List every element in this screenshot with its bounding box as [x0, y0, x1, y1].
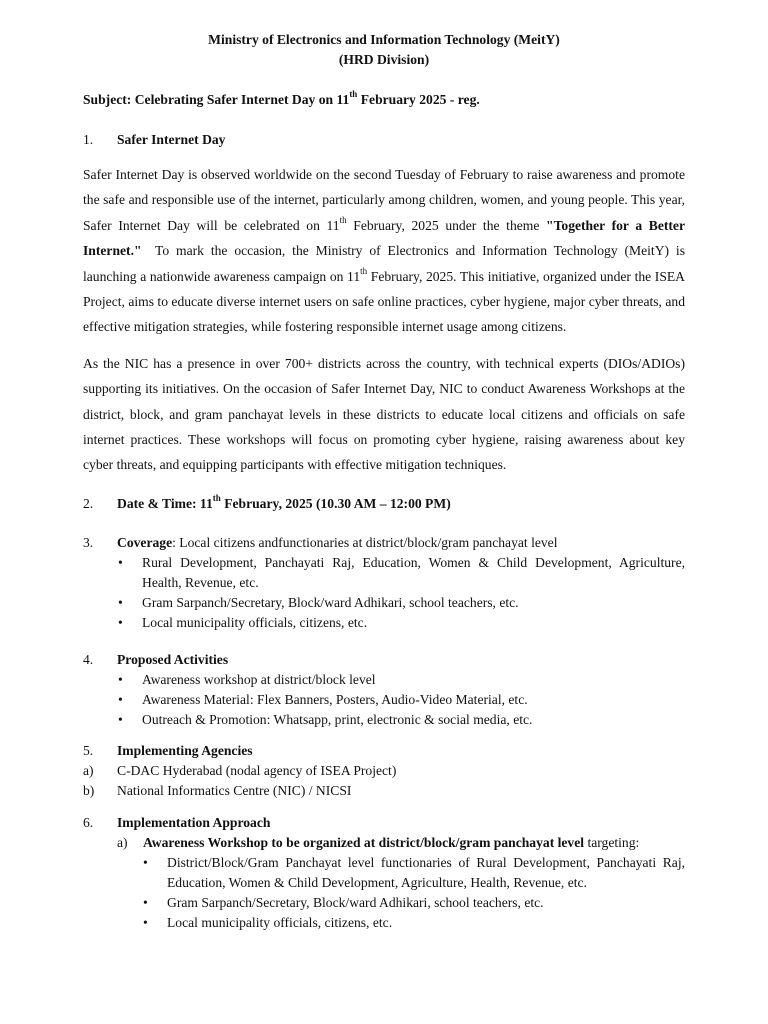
- approach-list: [83, 853, 685, 933]
- agency-text: C-DAC Hyderabad (nodal agency of ISEA Project): [117, 762, 397, 778]
- coverage-line: [117, 533, 558, 553]
- list-item: • Outreach & Promotion: Whatsapp, print, electronic & social media, etc.: [83, 710, 685, 730]
- para-sup: th: [360, 266, 368, 277]
- list-item: • Gram Sarpanch/Secretary, Block/ward Adhikari, school teachers, etc.: [83, 893, 685, 913]
- item-label: a): [83, 762, 94, 778]
- item-label: b): [83, 782, 95, 798]
- list-item: • District/Block/Gram Panchayat level functionaries of Rural Development, Panchayati Raj, Education, Women & Child Development, Agriculture, Health, Revenue, etc.: [83, 853, 685, 893]
- section-5-heading: [83, 741, 685, 761]
- subject-line: [83, 90, 685, 110]
- section-4-heading: [83, 650, 685, 670]
- subject-text-end: February 2025 - reg.: [357, 92, 480, 107]
- date-time: [117, 494, 451, 514]
- section-title: Implementation Approach: [117, 814, 271, 830]
- list-item: • Gram Sarpanch/Secretary, Block/ward Adhikari, school teachers, etc.: [83, 593, 685, 613]
- date-text-end: February, 2025 (10.30 AM – 12:00 PM): [220, 495, 451, 511]
- activities-list: [83, 670, 685, 730]
- list-item: • Awareness workshop at district/block level: [83, 670, 685, 690]
- approach-rest: targeting:: [584, 834, 640, 850]
- list-item: • Local municipality officials, citizens, etc.: [83, 613, 685, 633]
- coverage-text: : Local citizens andfunctionaries at district/block/gram panchayat level: [172, 534, 558, 550]
- section-number: 4.: [83, 651, 94, 667]
- subject-text: Subject: Celebrating Safer Internet Day on 11: [83, 92, 350, 107]
- approach-text: [143, 833, 639, 853]
- section-title: Proposed Activities: [117, 651, 229, 667]
- para-text: Safer Internet Day is observed worldwide on the second Tuesday of February to raise awareness and promote the safe and responsible use of the internet, particularly among children, women, and young people. This year, Safer Internet Day will be celebrated on 11: [83, 167, 685, 233]
- section-3-heading: [83, 533, 685, 553]
- section-title: Implementing Agencies: [117, 742, 253, 758]
- para-sup: th: [339, 215, 347, 226]
- agency-text: National Informatics Centre (NIC) / NICSI: [117, 782, 352, 798]
- section-1-heading: [83, 130, 685, 150]
- section-2-heading: [83, 494, 685, 514]
- para-text: February, 2025 under the theme: [346, 217, 547, 233]
- section-number: 1.: [83, 132, 94, 147]
- date-text: Date & Time: 11: [117, 495, 213, 511]
- section-number: 5.: [83, 742, 94, 758]
- document-header: [83, 30, 685, 70]
- section-1-paragraph-2: As the NIC has a presence in over 700+ districts across the country, with technical experts (DIOs/ADIOs) supporting its initiatives. On the occasion of Safer Internet Day, NIC to conduct Awareness Workshops at the district, block, and gram panchayat levels in these districts to educate local citizens and officials on safe internet practices. These workshops will focus on promoting cyber hygiene, raising awareness about key cyber threats, and equipping participants with effective mitigation techniques.: [83, 355, 685, 473]
- ministry-name: Ministry of Electronics and Information Technology (MeitY): [208, 32, 560, 47]
- division-name: (HRD Division): [338, 52, 430, 67]
- section-6-heading: [83, 813, 685, 833]
- agency-item: [83, 761, 685, 781]
- section-title: Safer Internet Day: [117, 132, 226, 147]
- agency-item: [83, 781, 685, 801]
- date-sup: th: [212, 493, 221, 504]
- coverage-label: Coverage: [117, 534, 173, 550]
- list-item: • Awareness Material: Flex Banners, Posters, Audio-Video Material, etc.: [83, 690, 685, 710]
- item-label: a): [117, 834, 128, 850]
- para-text: To mark the occasion, the Ministry of Electronics and Information Technology (MeitY) is launching a nationwide awareness campaign on 11: [83, 243, 689, 284]
- section-1-paragraph-1: [83, 162, 689, 340]
- approach-item: [83, 833, 685, 853]
- subject-sup: th: [349, 89, 358, 100]
- section-number: 6.: [83, 814, 94, 830]
- section-number: 2.: [83, 495, 94, 511]
- approach-bold: Awareness Workshop to be organized at district/block/gram panchayat level: [143, 834, 585, 850]
- para-text: February, 2025. This initiative, organized under the ISEA Project, aims to educate diverse internet users on safe online practices, cyber hygiene, major cyber threats, and effective mitigation strategies, while fostering responsible internet usage among citizens.: [83, 268, 685, 335]
- theme-text: "Together for a Better Internet.": [83, 217, 685, 259]
- coverage-list: [83, 553, 685, 633]
- list-item: • Rural Development, Panchayati Raj, Education, Women & Child Development, Agriculture, Health, Revenue, etc.: [83, 553, 685, 593]
- list-item: • Local municipality officials, citizens, etc.: [83, 913, 685, 933]
- section-number: 3.: [83, 534, 94, 550]
